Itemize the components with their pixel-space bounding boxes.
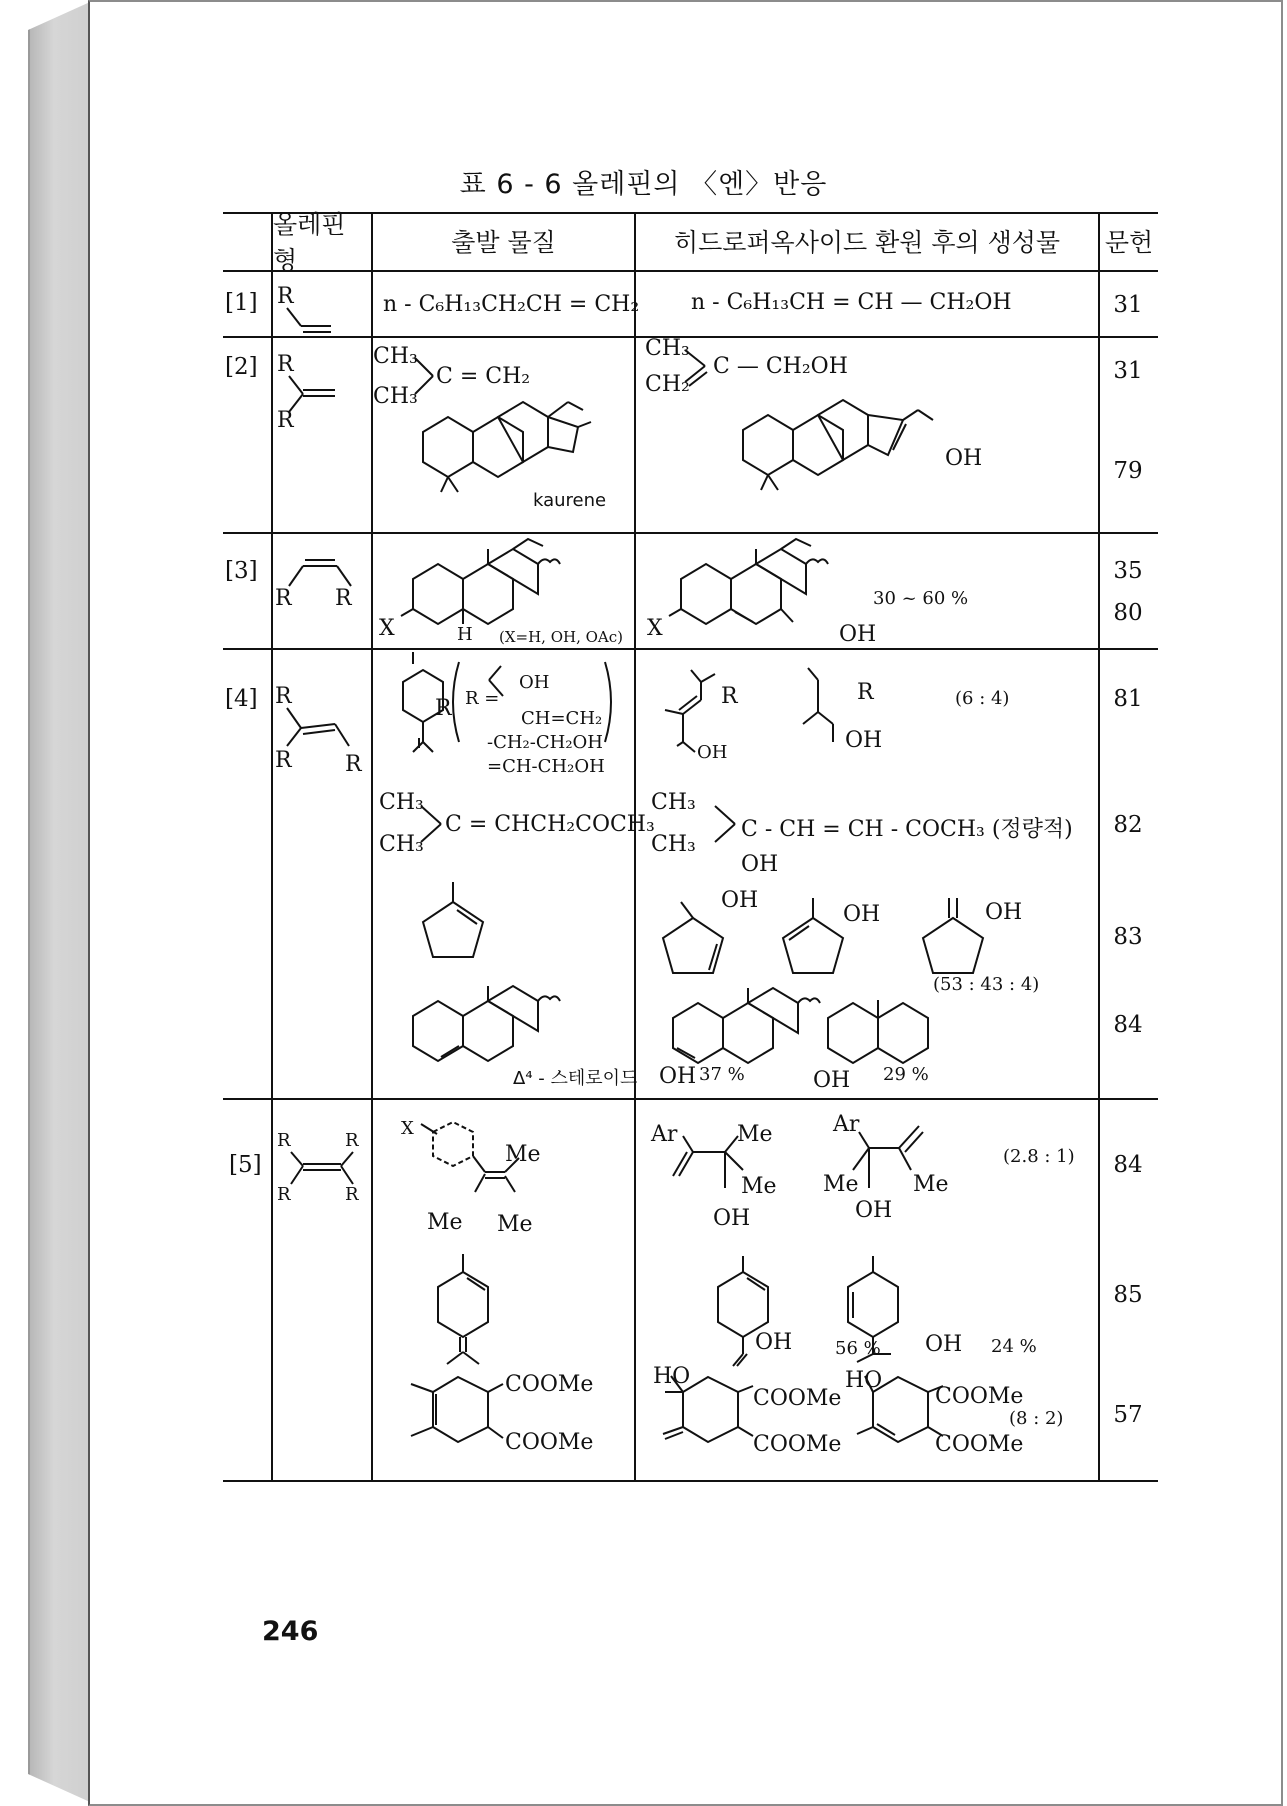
reference-number: 82: [1113, 812, 1143, 838]
header-olefin-type: 올레핀 형: [273, 210, 346, 275]
row-id: [3]: [225, 558, 258, 584]
substituent-r: R: [857, 680, 874, 705]
reference-number: 35: [1113, 558, 1143, 584]
product-ratio: (2.8 : 1): [1003, 1146, 1075, 1167]
cis-olefin-structure: [273, 538, 371, 598]
substituent-note: (X=H, OH, OAc): [499, 628, 624, 646]
disubstituted-olefin-structure: [273, 338, 371, 438]
reference-number: 81: [1113, 686, 1143, 712]
methyl-group: CH₃: [373, 384, 418, 409]
hydroxyl-label: OH: [741, 852, 779, 877]
olefin-substituent: R: [345, 752, 362, 777]
terminal-olefin-structure: [273, 272, 371, 336]
methyl-group: CH₃: [373, 344, 418, 369]
product-ratio: (53 : 43 : 4): [933, 974, 1040, 995]
hydroxyl-label: OH: [713, 1206, 751, 1231]
hydroxyethyl-group: -CH₂-CH₂OH: [487, 732, 603, 753]
olefin-substituent: R: [275, 684, 292, 709]
olefin-substituent: R: [275, 586, 292, 611]
olefin-substituent: R: [277, 1130, 291, 1151]
methyl-group: CH₃: [645, 336, 690, 361]
hydroxyl-label: OH: [845, 728, 883, 753]
hydroxyl-label: OH: [519, 672, 550, 693]
header-starting-material: 출발 물질: [451, 228, 556, 257]
olefin-substituent: R: [275, 748, 292, 773]
ester-group: COOMe: [935, 1384, 1024, 1409]
page-number: 246: [262, 1616, 319, 1647]
hydroxyl-label: OH: [855, 1198, 893, 1223]
substituent-x: X: [401, 1118, 414, 1139]
r-definition: R =: [465, 688, 500, 709]
aryl-label: Ar: [833, 1112, 860, 1137]
hydroxyethylidene-group: =CH-CH₂OH: [487, 756, 605, 777]
row-id: [5]: [229, 1152, 262, 1178]
methyl-group: CH₃: [379, 790, 424, 815]
start-fragment: C = CHCH₂COCH₃: [445, 812, 655, 837]
kaurene-structure: [383, 392, 633, 532]
methylcyclopentene-structure: [403, 872, 503, 972]
ester-group: COOMe: [935, 1432, 1024, 1457]
header-reference: 문헌: [1104, 228, 1154, 257]
limonene-like-structure: [373, 652, 633, 902]
branch-bond: [419, 800, 449, 850]
olefin-substituent: R: [335, 586, 352, 611]
methyl-label: Me: [427, 1210, 463, 1235]
compound-name: Δ⁴ - 스테로이드: [513, 1068, 638, 1089]
yield-label: 56 %: [835, 1338, 881, 1359]
reaction-table: [223, 212, 1158, 1482]
methyl-label: Me: [741, 1174, 777, 1199]
olefin-substituent: R: [345, 1130, 359, 1151]
hydroxyl-label: OH: [697, 742, 728, 763]
reference-number: 31: [1113, 292, 1143, 318]
column-rule: [634, 212, 636, 1482]
hydroxyl-label: OH: [925, 1332, 963, 1357]
ester-group: COOMe: [505, 1372, 594, 1397]
reference-number: 79: [1113, 458, 1143, 484]
methyl-label: Me: [737, 1122, 773, 1147]
olefin-substituent: R: [277, 1184, 291, 1205]
olefin-substituent: R: [277, 352, 294, 377]
hydroxyl-label: OH: [813, 1068, 851, 1093]
yield-label: 30 ~ 60 %: [873, 588, 969, 609]
row-id: [1]: [225, 290, 258, 316]
header-product: 히드로퍼옥사이드 환원 후의 생성물: [673, 228, 1061, 257]
ester-group: COOMe: [505, 1430, 594, 1455]
hydroxyl-label: OH: [985, 900, 1023, 925]
yield-label: 37 %: [699, 1064, 745, 1085]
olefin-substituent: R: [345, 1184, 359, 1205]
book-spine-edge: [28, 2, 90, 1802]
ester-group: COOMe: [753, 1432, 842, 1457]
start-fragment: C = CH₂: [436, 364, 531, 389]
terpinolene-structure: [413, 1242, 533, 1372]
start-compound: n - C₆H₁₃CH₂CH = CH₂: [383, 292, 640, 317]
olefin-substituent: R: [277, 284, 294, 309]
hydrogen-label: H: [457, 624, 473, 645]
branch-bond: [713, 800, 743, 850]
compound-name: kaurene: [533, 490, 607, 511]
row-rule: [223, 1098, 1158, 1100]
ester-group: COOMe: [753, 1386, 842, 1411]
hydroxyl-label: OH: [721, 888, 759, 913]
steroid-alcohol-structures: [653, 968, 1073, 1078]
product-ratio: (8 : 2): [1009, 1408, 1064, 1429]
hydroxyl-label: OH: [755, 1330, 793, 1355]
reference-number: 80: [1113, 600, 1143, 626]
reference-number: 84: [1113, 1012, 1143, 1038]
reference-number: 31: [1113, 358, 1143, 384]
olefin-substituent: R: [277, 408, 294, 433]
methyl-label: Me: [913, 1172, 949, 1197]
yield-label: 29 %: [883, 1064, 929, 1085]
aryl-olefin-structure: [403, 1112, 603, 1222]
methyl-label: Me: [823, 1172, 859, 1197]
hydroxyl-label: OH: [839, 622, 877, 647]
reference-number: 57: [1113, 1402, 1143, 1428]
hydroxyl-label: OH: [659, 1064, 697, 1089]
trisubstituted-olefin-structure: [273, 702, 371, 762]
substituent-r: R: [721, 684, 738, 709]
reference-number: 84: [1113, 1152, 1143, 1178]
methylene-group: CH₂: [645, 372, 690, 397]
hydroxyl-label: OH: [945, 446, 983, 471]
hydroxyl-label: OH: [843, 902, 881, 927]
product-ratio: (6 : 4): [955, 688, 1010, 709]
methyl-group: CH₃: [379, 832, 424, 857]
substituent-r: R: [435, 696, 452, 721]
vinyl-group: CH=CH₂: [521, 708, 603, 729]
substituent-x: X: [379, 616, 395, 641]
product-fragment: C - CH = CH - COCH₃ (정량적): [741, 817, 1073, 842]
table-title: 표 6 - 6 올레핀의 〈엔〉반응: [459, 169, 828, 200]
substituent-x: X: [647, 616, 663, 641]
methyl-group: CH₃: [651, 832, 696, 857]
reference-number: 85: [1113, 1282, 1143, 1308]
allylic-alcohol-structure: [643, 662, 903, 772]
methyl-label: Me: [505, 1142, 541, 1167]
aryl-label: Ar: [651, 1122, 678, 1147]
tetrasubstituted-olefin-structure: [273, 1142, 371, 1202]
product-compound: n - C₆H₁₃CH = CH — CH₂OH: [691, 290, 1012, 315]
row-id: [2]: [225, 354, 258, 380]
row-rule: [223, 648, 1158, 650]
hydroxyl-label: HO: [653, 1364, 691, 1389]
branch-bond: [683, 344, 713, 394]
methyl-group: CH₃: [651, 790, 696, 815]
reference-number: 83: [1113, 924, 1143, 950]
product-fragment: C — CH₂OH: [713, 354, 848, 379]
row-id: [4]: [225, 686, 258, 712]
table-bottom-rule: [223, 1480, 1158, 1482]
methyl-label: Me: [497, 1212, 533, 1237]
yield-label: 24 %: [991, 1336, 1037, 1357]
hydroxyl-label: HO: [845, 1368, 883, 1393]
